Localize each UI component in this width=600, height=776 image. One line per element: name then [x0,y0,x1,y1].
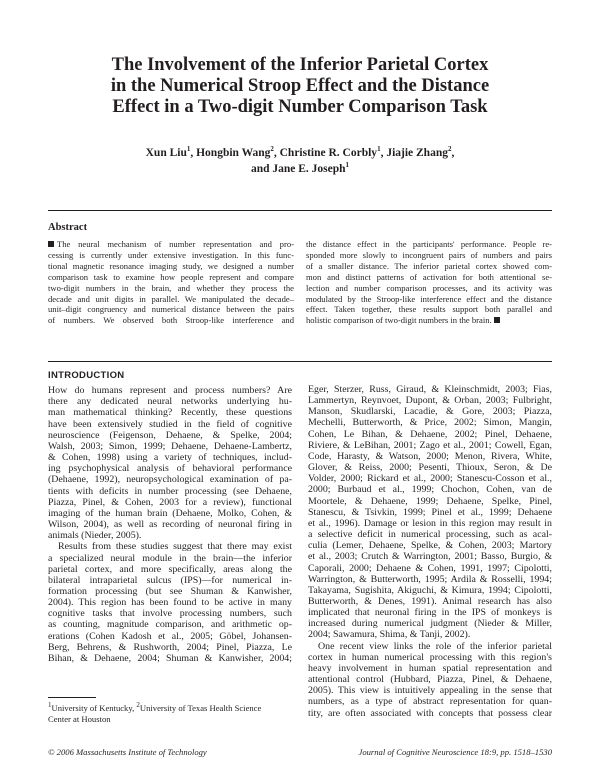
body-line: Glover, & Reiss, 2000; Pesenti, Thioux, Seron, & De [308,462,552,474]
body-line: as counting, magnitude comparison, and arithmetic op- [48,619,292,631]
body-line: Cohen, Le Bihan, & Dehaene, 2002; Pinel, Dehaene, [308,428,552,440]
abstract-line [306,315,552,326]
body-line: Piazza, Pinel, & Cohen, 2003 for a review), functional [48,496,292,508]
author-line [60,145,540,161]
body-line: Berg, Behrens, & Rushworth, 2004; Pinel, Piazza, Le [48,641,292,653]
body-line: Eger, Sterzer, Russ, Giraud, & Kleinschmidt, 2003; Fias, [308,384,552,395]
author-separator: , [451,147,455,159]
body-line: 2005). This view is intuitively appealing in the sense that [308,685,552,697]
author-name: and Jane E. Joseph [250,163,346,175]
body-line: 2004). This region has been found to be active in many [48,597,292,609]
abstract-line: of a smaller distance. The inferior parietal cortex showed com- [306,260,552,271]
footnote-divider [48,697,96,698]
abstract-line: unit–digit congruency and numerical distance between the pairs [48,304,294,315]
body-line: implicated that neuronal firing in the IPS of monkeys is [308,607,552,619]
abstract-line: effect. Taken together, these results support both parallel and [306,304,552,315]
title-line: The Involvement of the Inferior Parietal Cortex [111,55,489,75]
author-separator: , [273,147,280,159]
body-line: Mechelli, Butterworth, & Price, 2002; Simon, Mangin, [308,417,552,429]
abstract-line: the distance effect in the participants' performance. People re- [306,239,552,249]
body-line: Moortele, & Dehaene, 1999; Dehaene, Spelke, Pinel, [308,495,552,507]
abstract-column-left [48,239,294,326]
affiliation-mark: 1 [48,701,52,710]
body-line: Code, Harasty, & Watson, 2000; Menon, Rivera, White, [308,450,552,462]
author-name: Jiajie Zhang [386,147,448,159]
body-line: neuroscience (Feigenson, Dehaene, & Spelke, 2004; [48,429,292,441]
body-line: One recent view links the role of the inferior parietal [318,640,552,652]
abstract-heading: Abstract [48,222,88,233]
body-line: & Cohen, 1998) using a variety of techniques, includ- [48,452,292,464]
author-name: Christine R. Corbly [279,147,378,159]
author-name: Hongbin Wang [196,147,271,159]
author-separator: , [380,147,387,159]
affiliation-line [48,703,292,714]
affiliation-mark: 1 [377,145,381,154]
abstract-line: modulated by the Stroop-like interference effect and the distance [306,293,552,304]
author-separator: , [190,147,197,159]
body-line: Stanescu, & Tsivkin, 1999; Pinel et al., 1999; Dehaene [308,506,552,518]
title-line: Effect in a Two-digit Number Comparison Task [112,97,488,117]
body-line: How do humans represent and process numbers? Are [48,385,292,397]
body-line: tients with deficits in number processing (see Dehaene, [48,485,292,497]
abstract-line: mon and distinct patterns of activation for both attentional se- [306,271,552,282]
body-line: et al., 1996). Damage or lesion in this region may result in [308,517,552,529]
body-line: bilateral intraparietal sulcus (IPS)—for numerical in- [48,574,292,586]
abstract-line: two-digit numbers in the brain, and whether they process the [48,282,294,293]
affiliation-mark: 2 [447,145,452,154]
body-line: Wilson, 2004), as well as recording of neuronal firing in [48,519,292,531]
affiliation-mark: 1 [186,145,191,154]
abstract-line-text: The neural mechanism of number representation and pro- [57,239,294,249]
author-line [60,161,540,177]
affiliation-mark: 2 [136,701,140,710]
copyright-footer: © 2006 Massachusetts Institute of Technology [48,747,207,757]
body-line: Takayama, Sugishita, Akiguchi, & Kimura, 1994; Cipolotti, [308,584,552,596]
body-line: Riviere, & LeBihan, 2001; Zago et al., 2001; Cowell, Egan, [308,439,552,451]
affiliation-mark: 1 [345,161,350,170]
body-line: erations (Cohen Kadosh et al., 2005; Göbel, Johansen- [48,630,292,642]
body-line: 2000; Burbaud et al., 1999; Chochon, Cohen, van de [308,484,552,496]
affiliation-text: University of Texas Health Science [139,703,262,713]
body-line: a specialized neural module in the brain—the inferior [48,552,292,564]
body-line: Manson, Skudlarski, Lacadie, & Gore, 2003; Piazza, [308,406,552,418]
square-bullet-icon [48,241,54,247]
body-line: parietal cortex, and more specifically, areas along the [48,563,292,575]
body-line: ing psychophysical analysis of behavioral performance [48,463,292,475]
abstract-line: of numbers. We observed both Stroop-like interference and [48,315,294,326]
body-line: there any dedicated neural networks underlying hu- [48,396,292,408]
body-line: culia (Lemer, Dehaene, Spelke, & Cohen, 2003; Martory [308,540,552,552]
abstract-line [48,239,294,250]
author-list [60,145,540,177]
body-column-right [308,384,552,719]
abstract-line: tional magnetic resonance imaging study, we designed a number [48,260,294,271]
body-line: cognitive tasks that involve processing numbers, such [48,608,292,620]
body-line: cortex in human numerical processing with this region's [308,651,552,663]
journal-citation-footer: Journal of Cognitive Neuroscience 18:9, pp. 1518–1530 [358,747,552,757]
paper-title [60,55,540,118]
body-line: have been extensively studied in the field of cognitive [48,418,292,430]
abstract-section [48,210,552,362]
affiliation-mark: 2 [270,145,274,154]
abstract-line: decade and unit digits in parallel. We manipulated the decade– [48,293,294,304]
body-line: numbers, as a type of abstract representation for quan- [308,696,552,708]
abstract-line: sponded more slowly to incongruent pairs of numbers and pairs [306,249,552,260]
body-line: a selective deficit in numerical processing, such as acal- [308,529,552,541]
abstract-line-text: holistic comparison of two-digit numbers in the brain. [306,315,492,326]
body-line: formation processing (but see Shuman & Kanwisher, [48,585,292,597]
body-line: Caporali, 2000; Dehaene & Cohen, 1991, 1997; Cipolotti, [308,562,552,574]
body-line: Walsh, 2003; Simon, 1999; Dehaene, Dehaene-Lambertz, [48,440,292,452]
affiliation-text: University of Kentucky, [51,703,137,713]
affiliations-footnote [48,703,292,724]
body-line: heavy involvement in human spatial representation and [308,662,552,674]
body-line: Volder, 2000; Rickard et al., 2000; Stanescu-Cosson et al., [308,473,552,485]
body-line: imaging of the human brain (Dehaene, Molko, Cohen, & [48,507,292,519]
body-column-left [48,370,292,664]
body-line: increased during numerical judgment (Nieder & Miller, [308,618,552,630]
abstract-line: comparison task to examine how people represent and compare [48,271,294,282]
body-line: Bihan, & Dehaene, 2004; Shuman & Kanwisher, 2004; [48,652,292,664]
abstract-line: cessing is currently under extensive investigation. In this func- [48,249,294,260]
body-line: tity, are often associated with concepts that possess clear [308,707,552,719]
section-heading: INTRODUCTION [48,370,125,381]
body-line: Lammertyn, Reynvoet, Dupont, & Orban, 2003; Fulbright, [308,395,552,407]
affiliation-line: Center at Houston [48,713,111,724]
body-line: Butterworth, & Denes, 1991). Animal research has also [308,595,552,607]
body-line: et al., 2003; Crutch & Warrington, 2001; Basso, Burgio, & [308,551,552,563]
body-line: 2004; Sawamura, Shima, & Tanji, 2002). [308,629,471,641]
author-name: Xun Liu [145,147,187,159]
body-line: attentional control (Hubbard, Piazza, Pinel, & Dehaene, [308,674,552,686]
body-line: Results from these studies suggest that there may exist [58,541,292,553]
body-line: Warrington, & Butterworth, 1995; Ardila & Rosselli, 1994; [308,573,552,585]
body-line: (Dehaene, 1992), neuropsychological examination of pa- [48,474,292,486]
body-line: man mathematical thinking? Recently, these questions [48,407,292,419]
body-line: animals (Nieder, 2005). [48,530,142,542]
title-line: in the Numerical Stroop Effect and the Distance [110,76,490,96]
square-end-mark-icon [494,317,500,323]
abstract-column-right [306,239,552,326]
abstract-line: lection and number comparison processes, and its activity was [306,282,552,293]
